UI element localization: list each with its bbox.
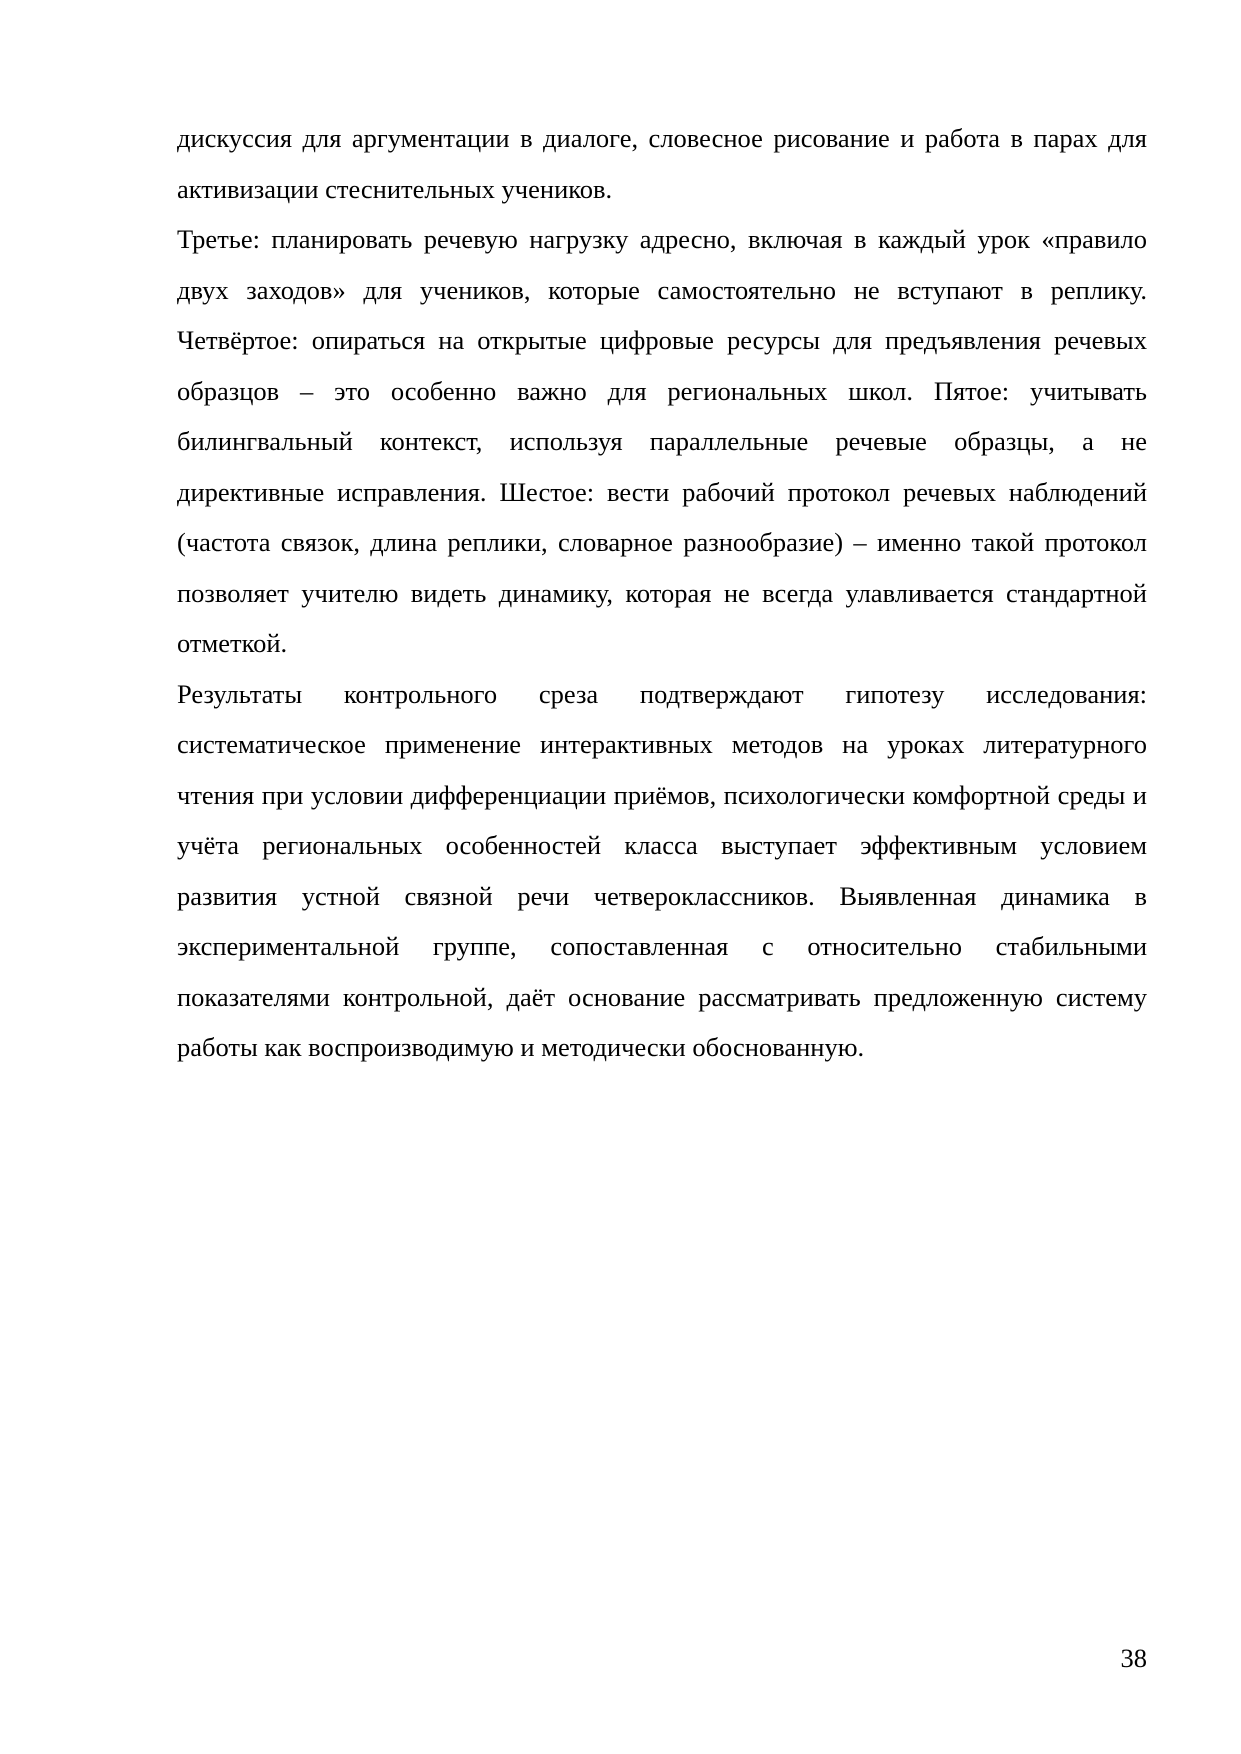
page-number: 38 [1120, 1643, 1147, 1673]
paragraph-conclusion: Результаты контрольного среза подтверждают гипотезу исследования: систематическое применение интерактивных методов на уроках литературного чтения при условии дифференциации приёмов, психологически комфортной среды и учёта региональных особенностей класса выступает эффективным условием развития устной связной речи четвероклассников. Выявленная динамика в экспериментальной группе, сопоставленная с относительно стабильными показателями контрольной, даёт основание рассматривать предложенную систему работы как воспроизводимую и методически обоснованную. [177, 678, 1147, 1062]
paragraph-continuation: дискуссия для аргументации в диалоге, словесное рисование и работа в парах для активизации стеснительных учеников. [177, 123, 1147, 204]
paragraph-recommendations: Третье: планировать речевую нагрузку адресно, включая в каждый урок «правило двух заходов» для учеников, которые самостоятельно не вступают в реплику. Четвёртое: опираться на открытые цифровые ресурсы для предъявления речевых образцов – это особенно важно для региональных школ. Пятое: учитывать билингвальный контекст, используя параллельные речевые образцы, а не директивные исправления. Шестое: вести рабочий протокол речевых наблюдений (частота связок, длина реплики, словарное разнообразие) – именно такой протокол позволяет учителю видеть динамику, которая не всегда улавливается стандартной отметкой. [177, 224, 1147, 658]
body-text [177, 113, 1147, 1073]
